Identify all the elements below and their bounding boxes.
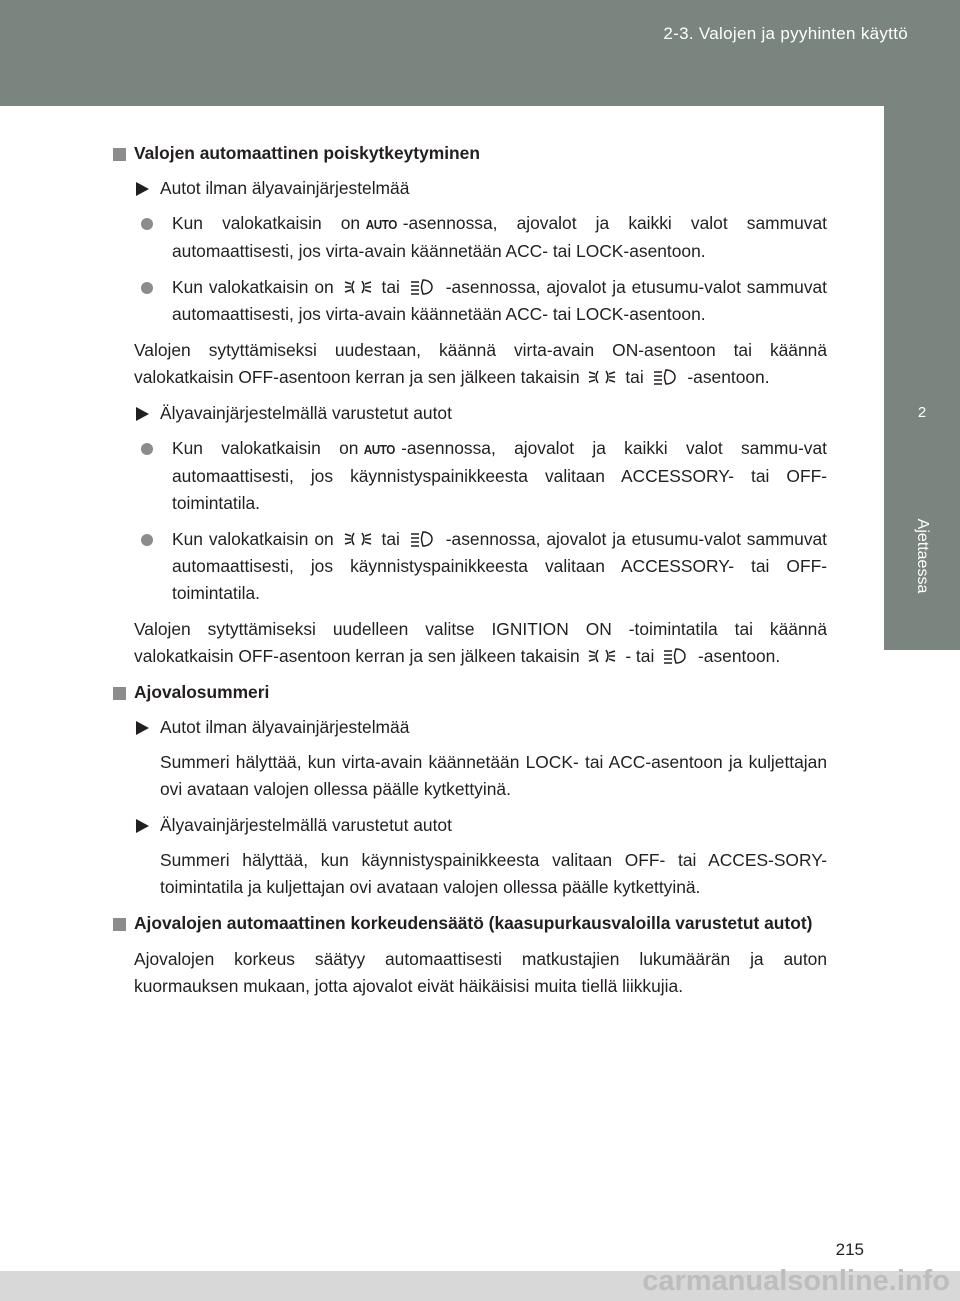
side-tab-label: Ajettaessa [914,518,931,594]
watermark-text: carmanualsonline.info [642,1265,950,1297]
chapter-title: 2-3. Valojen ja pyyhinten käyttö [663,24,908,43]
page-number: 215 [835,1240,864,1259]
arrow-right-icon [136,819,149,833]
bullet-item: Kun valokatkaisin on tai -asennossa, ajovalot ja etusumu-valot sammuvat automaattisesti, jos käynnistyspainikkeesta valitaan ACCESSORY- tai OFF-toimintatila. [113,526,827,607]
bullet-item: Kun valokatkaisin on tai -asennossa, ajovalot ja etusumu-valot sammuvat automaattisesti, jos virta-avain käännetään ACC- tai LOCK-asentoon. [113,274,827,328]
bullet-item: Kun valokatkaisin on AUTO -asennossa, ajovalot ja kaikki valot sammuvat automaattisesti, jos virta-avain käännetään ACC- tai LOCK-asentoon. [113,210,827,265]
side-tab-label-box [884,462,960,650]
section-title-buzzer: Ajovalosummeri [113,679,827,706]
auto-icon: AUTO [365,217,397,232]
page-content [113,140,827,1000]
section-square-icon [113,148,126,161]
headlights-icon [410,530,436,548]
auto-icon: AUTO [364,442,396,457]
page-header [0,0,960,106]
subsection-no-smart-key: Autot ilman älyavainjärjestelmää [113,714,827,741]
headlights-icon [410,278,436,296]
tail-lights-icon [588,368,616,386]
arrow-right-icon [136,721,149,735]
bullet-icon [141,534,153,546]
bullet-icon [141,443,153,455]
headlights-icon [653,368,679,386]
paragraph: Valojen sytyttämiseksi uudelleen valitse IGNITION ON -toimintatila tai käännä valokatkaisin OFF-asentoon kerran ja sen jälkeen takaisin - tai -asentoon. [134,619,827,666]
side-tab-number-box [884,366,960,462]
subsection-smart-key: Älyavainjärjestelmällä varustetut autot [113,812,827,839]
arrow-right-icon [136,182,149,196]
paragraph: Ajovalojen korkeus säätyy automaattisesti matkustajien lukumäärän ja auton kuormauksen mukaan, jotta ajovalot eivät häikäisisi muita tiellä liikkujia. [134,949,827,996]
section-title-auto-leveling: Ajovalojen automaattinen korkeudensäätö (kaasupurkausvaloilla varustetut autot) [113,910,827,937]
headlights-icon [663,647,689,665]
section-square-icon [113,687,126,700]
section-square-icon [113,918,126,931]
watermark-bar [0,1265,960,1301]
arrow-right-icon [136,407,149,421]
tail-lights-icon [344,278,372,296]
subsection-no-smart-key: Autot ilman älyavainjärjestelmää [113,175,827,202]
bullet-item: Kun valokatkaisin on AUTO -asennossa, ajovalot ja kaikki valot sammu-vat automaattisesti, jos käynnistyspainikkeesta valitaan ACCESSORY- tai OFF-toimintatila. [113,435,827,517]
section-title-auto-off: Valojen automaattinen poiskytkeytyminen [113,140,827,167]
tail-lights-icon [588,647,616,665]
tail-lights-icon [344,530,372,548]
side-tab-top [884,106,960,366]
side-tab-number: 2 [917,404,927,421]
paragraph: Summeri hälyttää, kun käynnistyspainikkeesta valitaan OFF- tai ACCES-SORY-toimintatila ja kuljettajan ovi avataan valojen ollessa päälle kytkettyinä. [160,850,827,897]
bullet-icon [141,218,153,230]
subsection-smart-key: Älyavainjärjestelmällä varustetut autot [113,400,827,427]
bullet-icon [141,282,153,294]
paragraph: Valojen sytyttämiseksi uudestaan, käännä virta-avain ON-asentoon tai käännä valokatkaisin OFF-asentoon kerran ja sen jälkeen takaisin tai -asentoon. [134,340,827,387]
paragraph: Summeri hälyttää, kun virta-avain käännetään LOCK- tai ACC-asentoon ja kuljettajan ovi avataan valojen ollessa päälle kytkettyinä. [160,752,827,799]
